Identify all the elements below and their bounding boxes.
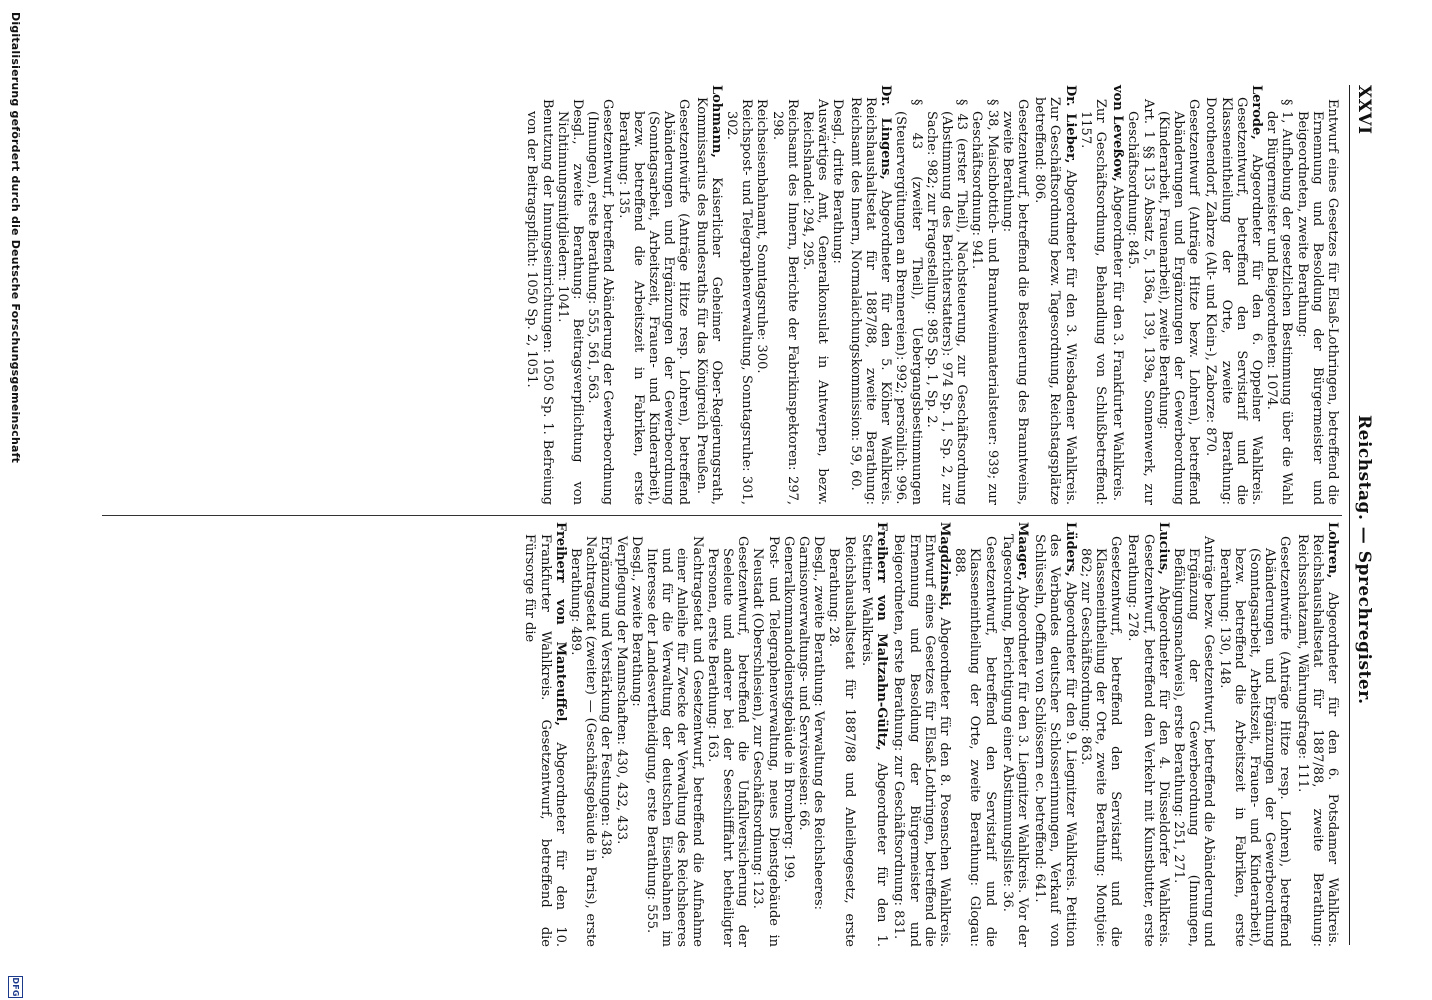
register-entry xyxy=(830,85,845,505)
entry-text: Reichshaushaltsetat für 1887/88 und Anleihegesetz, erste Berathung: 28. xyxy=(826,536,857,947)
entry-text: Abgeordneter für den 3. Frankfurter Wahlkreis. xyxy=(1110,185,1126,501)
register-entry xyxy=(1032,522,1078,947)
entry-name: Maager, xyxy=(1014,522,1030,582)
register-entry xyxy=(952,522,998,947)
register-entry xyxy=(1294,85,1340,505)
entry-text: § 38, Maischbottich- und Branntweinmaterialsteuer: 939; zur Geschäftsordnung: 941. xyxy=(969,99,1000,505)
register-entry xyxy=(724,85,754,505)
page-header xyxy=(1349,85,1374,945)
register-entry xyxy=(969,85,999,505)
register-entry xyxy=(1032,85,1078,505)
register-entry xyxy=(613,522,628,947)
entry-text: § 1, Aufhebung der gesetzlichen Bestimmung über die Wahl der Bürgermeister und Beigeordneten: 1074. xyxy=(1264,99,1295,505)
entry-name: Dr. Lingens, xyxy=(878,85,894,180)
register-entry xyxy=(1078,522,1124,947)
entry-text: Entwurf eines Gesetzes für Elsaß-Lothringen, betreffend die Ernennung und Besoldung der Bürgermeister und Beigeordneten, zweite Berathung: xyxy=(1294,99,1340,505)
register-entry xyxy=(811,522,826,947)
left-column xyxy=(524,85,1340,505)
register-entry xyxy=(859,522,889,947)
entry-text: Gesetzentwurf, betreffend Abänderung der Gewerbeordnung (Innungen), erste Berathung: 555, 561, 563. xyxy=(585,99,616,505)
entry-text: Gesetzentwürfe (Anträge Hitze resp. Lohren), betreffend Abänderungen und Ergänzungen der Gewerbeordnung (Sonntagsarbeit, Arbeitszeit, Frauen- und Kinderarbeit), bezw. betreffend die Arbeitszeit in Fabriken, erste Berathung: 135. xyxy=(615,99,692,505)
entry-text: Anträge bezw. Gesetzentwurf, betreffend die Abänderung und Ergänzung der Gewerbeordnung (Innungen, Befähigungsnachweis), erste Berathung: 251, 271. xyxy=(1170,536,1217,947)
register-entry xyxy=(750,522,780,947)
entry-text: Art. 1 §§ 135 Absatz 5, 136a, 139, 139a, Sonnenwerk, zur Geschäftsordnung: 845. xyxy=(1125,99,1156,505)
register-entry xyxy=(796,522,811,947)
register-entry xyxy=(644,522,705,947)
register-entry xyxy=(826,522,856,947)
register-entry xyxy=(1000,522,1030,947)
entry-text: Kaiserlicher Geheimer Ober-Regierungsrath, Kommissarius des Bundesraths für das Königreich Preußen. xyxy=(693,97,724,505)
register-entry xyxy=(555,85,585,505)
dfg-logo: DFG xyxy=(8,976,23,998)
entry-text: Desgl., zweite Berathung: Verwaltung des Reichsheeres: xyxy=(811,536,827,910)
entry-name: Freiherr von Manteuffel, xyxy=(552,522,568,726)
entry-text: Desgl., zweite Berathung: xyxy=(628,536,644,707)
register-entry xyxy=(585,85,615,505)
entry-text: Verpflegung der Mannschaften: 430, 432, 433. xyxy=(613,536,629,845)
entry-text: Abgeordneter für den 8. Posenschen Wahlkreis. Entwurf eines Gesetzes für Elsaß-Lothringen, betreffend die Ernennung und Besoldung der Bürgermeister und Beigeordneten, erste Berathung: zur Geschäftsordnung: 831. xyxy=(891,534,952,947)
register-entry xyxy=(1264,85,1294,505)
register-entry xyxy=(1216,522,1292,947)
entry-text: Abgeordneter für den 1. Stettiner Wahlkreis. xyxy=(858,534,890,947)
entry-text: Gesetzentwurf, betreffend die Besteuerung des Branntweins, zweite Berathung: xyxy=(999,99,1030,505)
register-entry xyxy=(848,85,894,505)
entry-text: Abgeordneter für den 10. Frankfurter Wahlkreis. Gesetzentwurf, betreffend die Fürsorge für die xyxy=(522,534,568,948)
entry-name: Magdzinski, xyxy=(936,522,952,611)
entry-text: Zur Geschäftsordnung, Behandlung von Schlußbetreffend: 1157. xyxy=(1077,99,1108,505)
entry-text: Abgeordneter für den 6. Potsdamer Wahlkreis. Reichshaushaltsetat für 1887/88, zweite Berathung: Reichsschatzamt, Währungsfrage: 111. xyxy=(1294,534,1340,947)
entry-text: Gesetzentwurf, betreffend den Servistarif und die Klasseneintheilung der Orte, zweite Berathung: Montjoie: 862; zur Geschäftsordnung: 863. xyxy=(1077,536,1124,947)
footer-credit: Digitalisierung gefördert durch die Deutsche Forschungsgemeinschaft xyxy=(9,12,22,464)
register-entry xyxy=(1125,85,1155,505)
register-entry xyxy=(705,522,751,947)
entry-text: Nachtragsetat und Gesetzentwurf, betreffend die Aufnahme einer Anleihe für Zwecke der Verwaltung des Reichsheeres und für die Verwaltung der deutschen Eisenbahnen im Interesse der Landesvertheidigung, erste Berathung: 555. xyxy=(644,536,705,947)
entry-name: Dr. Lieber, xyxy=(1062,85,1078,164)
entry-text: Abgeordneter für den 3. Liegnitzer Wahlkreis. Vor der Tagesordnung, Berichtigung einer Abstimmungsliste: 36. xyxy=(999,534,1030,947)
entry-name: Freiherr von Maltzahn-Gültz, xyxy=(874,522,890,751)
register-entry xyxy=(754,85,769,505)
entry-text: Desgl., zweite Berathung: Beitragsverpflichtung von Nichtinnungsmitgliedern: 1041. xyxy=(554,99,586,505)
register-entry xyxy=(1203,85,1264,505)
entry-text: Auswärtiges Amt, Generalkonsulat in Antwerpen, bezw. Reichshandel: 294, 295. xyxy=(800,99,831,505)
entry-name: Lohren, xyxy=(1325,522,1340,579)
entry-text: Abgeordneter für den 3. Wiesbadener Wahlkreis. Zur Geschäftsordnung bezw. Tagesordnung, Reichstagsplätze betreffend: 806. xyxy=(1032,97,1078,505)
register-entry xyxy=(693,85,723,505)
register-entry xyxy=(629,522,644,947)
entry-text: Desgl., dritte Berathung: xyxy=(830,99,846,264)
register-entry xyxy=(924,85,970,505)
register-entry xyxy=(1000,85,1030,505)
register-entry xyxy=(1156,85,1202,505)
register-entry xyxy=(522,522,568,947)
entry-name: Lohmann, xyxy=(708,85,724,158)
entry-text: Abgeordneter für den 5. Kölner Wahlkreis. Reichshaushaltsetat für 1887/88, zweite Berathung: Reichsamt des Innern, Normalaichungskommission: 59, 60. xyxy=(847,97,894,506)
entry-text: Abgeordneter für den 9. Liegnitzer Wahlkreis. Petition des Verbandes deutscher Schlosserinnungen, Verkauf von Schlüsseln, Oeffnen von Schlössern ec. betreffend: 641. xyxy=(1032,534,1078,947)
entry-text: Reichspost- und Telegraphenverwaltung, Sonntagsruhe: 301, 302. xyxy=(724,99,755,505)
register-entry xyxy=(1078,85,1108,505)
entry-text: Post- und Telegraphenverwaltung, neues Dienstgebäude in Neustadt (Oberschlesien), zur Geschäftsordnung: 123. xyxy=(750,536,781,947)
entry-text: Ergänzung und Verstärkung der Festungen: 438. xyxy=(598,536,614,860)
entry-text: Gesetzentwurf (Anträge Hitze bezw. Lohren), betreffend Abänderungen und Ergänzungen der Gewerbeordnung (Kinderarbeit, Frauenarbeit), zweite Berathung: xyxy=(1155,99,1202,505)
register-entry xyxy=(769,85,799,505)
entry-text: Gesetzentwurf, betreffend die Unfallversicherung der Seeleute und anderer bei der Seeschifffahrt betheiligter Personen, erste Berathung: 163. xyxy=(704,536,751,947)
entry-name: Lüders, xyxy=(1062,522,1078,577)
page-number: XXVI xyxy=(1354,85,1374,135)
entry-text: Abgeordneter für den 4. Düsseldorfer Wahlkreis. Gesetzentwurf, betreffend den Verkehr mit Kunstbutter, erste Berathung: 278. xyxy=(1125,534,1171,948)
running-title: Reichstag. — Sprechregister. xyxy=(1354,415,1374,705)
digitization-footer xyxy=(4,0,26,1000)
register-entry xyxy=(524,85,554,505)
column-divider xyxy=(102,515,1342,516)
entry-text: Reichseisenbahnamt, Sonntagsruhe: 300. xyxy=(754,99,770,374)
entry-text: Abgeordneter für den 6. Oppelner Wahlkreis. Gesetzentwurf, betreffend den Servistarif und die Klasseneintheilung der Orte, zweite Berathung: Dorotheendorf, Zabrze (Alt- und Klein-), Zaborze: 870. xyxy=(1203,97,1264,505)
entry-name: Lerode, xyxy=(1248,85,1264,140)
entry-text: Gesetzentwürfe (Anträge Hitze resp. Lohren), betreffend Abänderungen und Ergänzungen der Gewerbeordnung (Sonntagsarbeit, Arbeitszeit, Frauen- und Kinderarbeit), bezw. betreffend die Arbeitszeit in Fabriken, erste Berathung: 130, 148. xyxy=(1216,536,1293,947)
register-entry xyxy=(891,522,952,947)
entry-text: Garnisonverwaltungs- und Servisweisen: 66. xyxy=(796,536,812,831)
entry-name: Lucius, xyxy=(1155,522,1171,575)
entry-text: § 43 (zweiter Theil), Uebergangsbestimmungen (Steuervergütungen an Brennereien): 992; persönlich: 996. xyxy=(893,99,924,505)
register-entry xyxy=(800,85,830,505)
right-column xyxy=(520,522,1340,947)
entry-text: Gesetzentwurf, betreffend den Servistarif und die Klasseneintheilung der Orte, zweite Berathung: Glogau: 888. xyxy=(952,536,998,947)
register-entry xyxy=(1171,522,1217,947)
register-entry xyxy=(1110,85,1125,505)
register-entry xyxy=(781,522,796,947)
entry-text: Reichsamt des Innern, Berichte der Fabrikinspektoren: 297, 298. xyxy=(769,99,800,505)
register-entry xyxy=(1125,522,1171,947)
entry-text: Nachtragsetat (zweiter) — (Geschäftsgebäude in Paris), erste Berathung: 489. xyxy=(568,536,599,947)
register-entry xyxy=(615,85,691,505)
register-entry xyxy=(598,522,613,947)
register-entry xyxy=(568,522,598,947)
entry-name: von Leveßow, xyxy=(1110,85,1126,182)
register-entry xyxy=(1294,522,1340,947)
register-entry xyxy=(893,85,923,505)
entry-text: Generalkommandodienstgebäude in Bromberg: 199. xyxy=(780,536,796,883)
entry-text: Benutzung der Innungseinrichtungen: 1050 Sp. 1. Befreiung von der Beitragspflicht: 1050 Sp. 2, 1051. xyxy=(524,99,555,505)
entry-text: § 43 (erster Theil), Nachsteuerung, zur Geschäftsordnung (Abstimmung des Berichterstatters): 974 Sp. 1, Sp. 2, zur Sache: 982; zur Fragestellung: 985 Sp. 1, Sp. 2. xyxy=(923,99,970,505)
